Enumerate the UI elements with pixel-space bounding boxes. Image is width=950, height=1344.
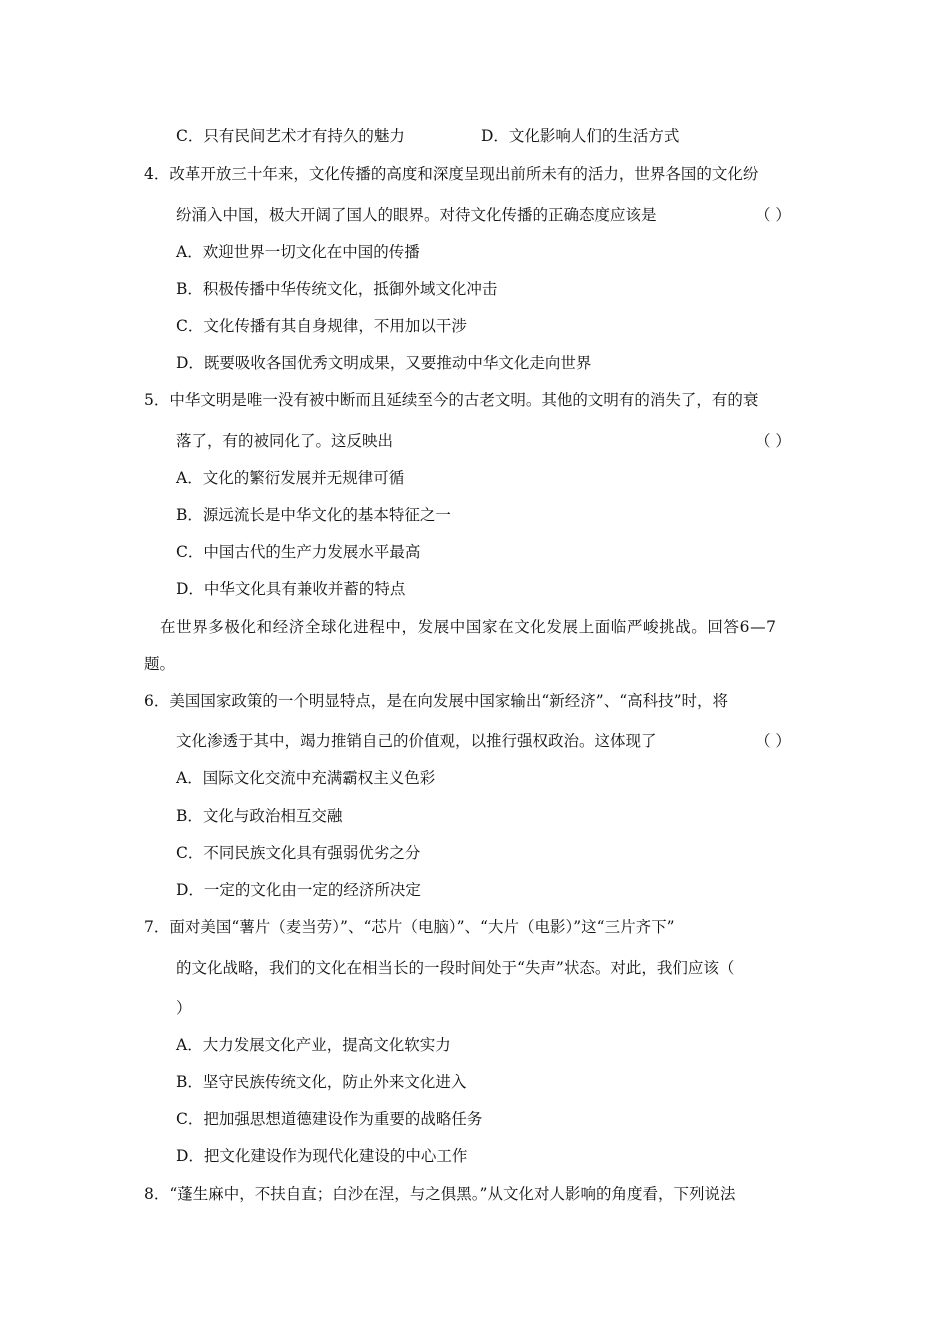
q5-option-a: A．文化的繁衍发展并无规律可循 [176,469,405,487]
q8-stem-line1: 8．“蓬生麻中，不扶自直；白沙在涅，与之俱黑。”从文化对人影响的角度看，下列说法 [144,1185,736,1203]
q7-stem-line2: 的文化战略，我们的文化在相当长的一段时间处于“失声”状态。对此，我们应该（ [176,959,735,977]
q7-stem-line1: 7．面对美国“薯片（麦当劳）”、“芯片（电脑）”、“大片（电影）”这“三片齐下” [144,918,675,936]
q5-stem-line1: 5．中华文明是唯一没有被中断而且延续至今的古老文明。其他的文明有的消失了，有的衰 [144,391,759,409]
q7-option-b: B．坚守民族传统文化，防止外来文化进入 [176,1073,467,1091]
q6-answer-paren: （ ） [755,732,791,750]
q3-option-d: D．文化影响人们的生活方式 [481,127,680,145]
q6-stem-line1: 6．美国国家政策的一个明显特点，是在向发展中国家输出“新经济”、“高科技”时，将 [144,692,729,710]
q6-option-d: D．一定的文化由一定的经济所决定 [176,881,421,899]
q6-option-b: B．文化与政治相互交融 [176,807,343,825]
q4-answer-paren: （ ） [755,206,791,224]
q7-option-a: A．大力发展文化产业，提高文化软实力 [176,1036,451,1054]
q7-stem-line3: ） [176,999,192,1017]
q6-option-c: C．不同民族文化具有强弱优劣之分 [176,844,421,862]
q4-option-b: B．积极传播中华传统文化，抵御外域文化冲击 [176,280,498,298]
q5-answer-paren: （ ） [755,432,791,450]
q4-stem-line1: 4．改革开放三十年来，文化传播的高度和深度呈现出前所未有的活力，世界各国的文化纷 [144,165,759,183]
q5-option-c: C．中国古代的生产力发展水平最高 [176,543,421,561]
q5-stem-line2: 落了，有的被同化了。这反映出 [176,432,394,450]
q7-option-c: C．把加强思想道德建设作为重要的战略任务 [176,1110,483,1128]
q6-option-a: A．国际文化交流中充满霸权主义色彩 [176,769,436,787]
q6-stem-line2: 文化渗透于其中，竭力推销自己的价值观，以推行强权政治。这体现了 [176,732,657,750]
q4-stem-line2: 纷涌入中国，极大开阔了国人的眼界。对待文化传播的正确态度应该是 [176,206,657,224]
q3-option-c: C．只有民间艺术才有持久的魅力 [176,127,405,145]
q4-option-c: C．文化传播有其自身规律，不用加以干涉 [176,317,467,335]
intro-6-7-line1: 在世界多极化和经济全球化进程中，发展中国家在文化发展上面临严峻挑战。回答6—7 [160,618,777,636]
intro-6-7-line2: 题。 [144,655,176,673]
q5-option-b: B．源远流长是中华文化的基本特征之一 [176,506,451,524]
q5-option-d: D．中华文化具有兼收并蓄的特点 [176,580,406,598]
q4-option-a: A．欢迎世界一切文化在中国的传播 [176,243,420,261]
q7-option-d: D．把文化建设作为现代化建设的中心工作 [176,1147,468,1165]
q4-option-d: D．既要吸收各国优秀文明成果，又要推动中华文化走向世界 [176,354,592,372]
